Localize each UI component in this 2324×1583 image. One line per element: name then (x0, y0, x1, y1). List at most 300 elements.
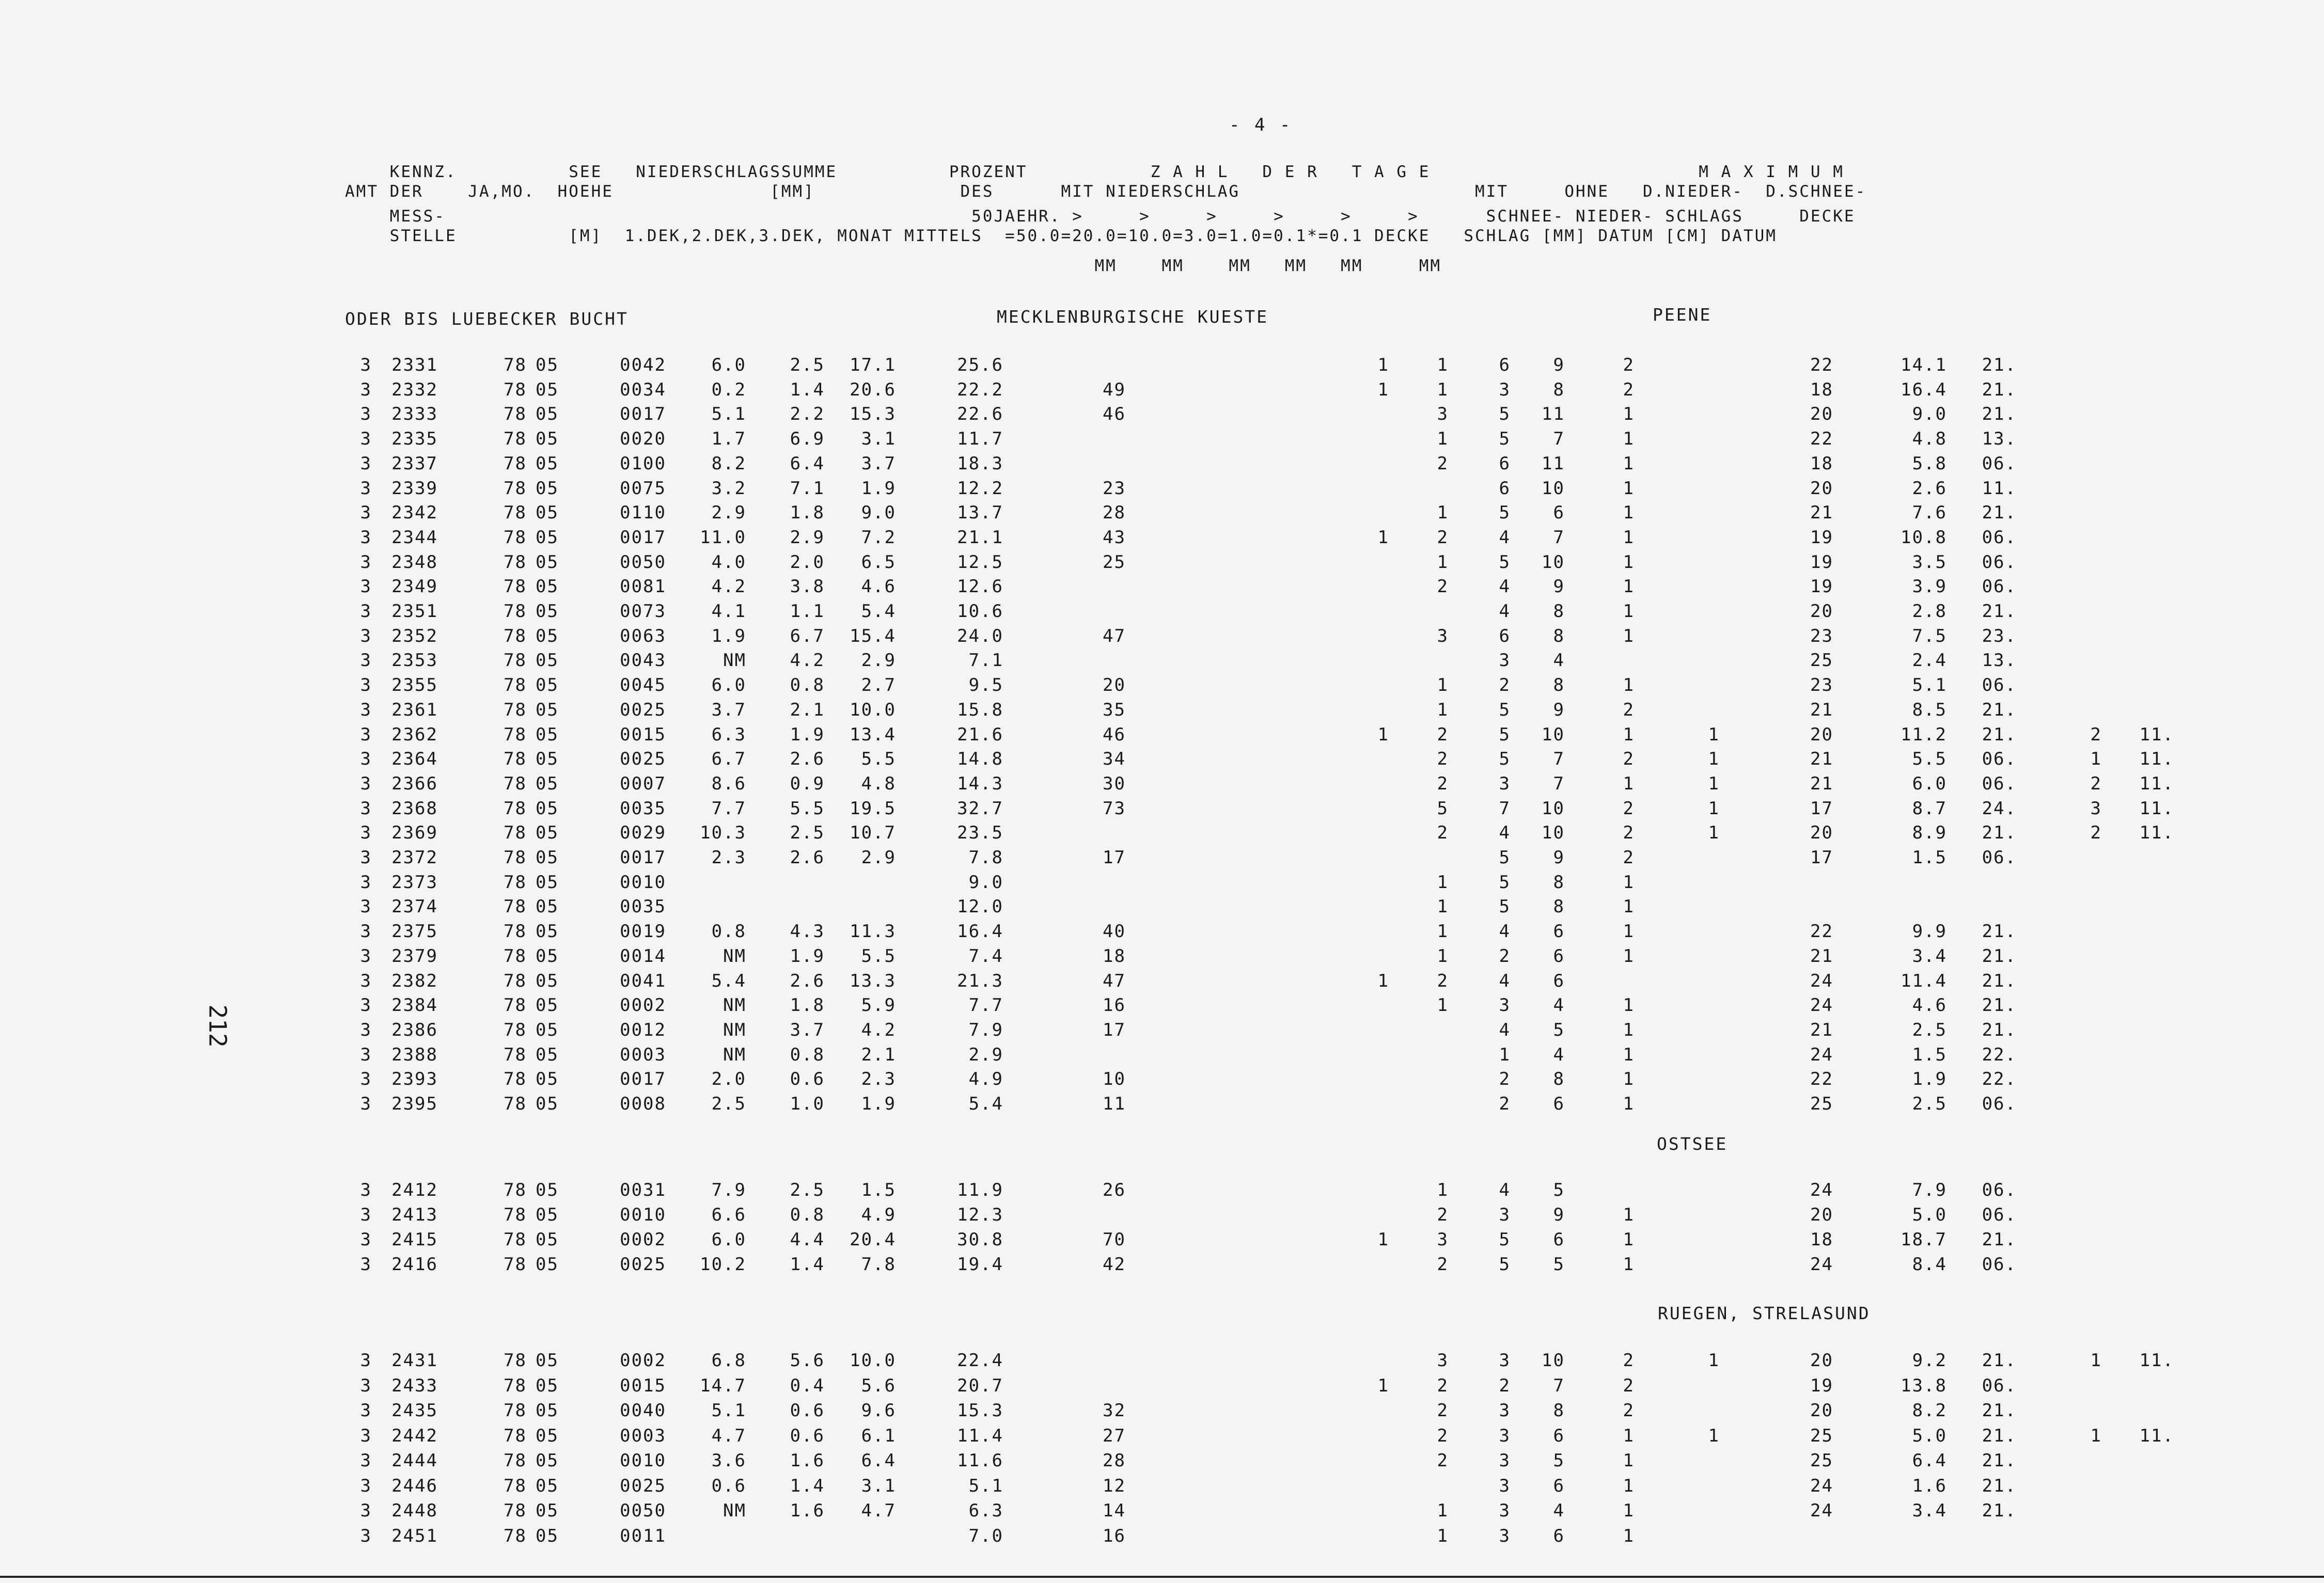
cell-max_datum: 06. (1982, 1375, 2017, 1396)
cell-max_datum: 21. (1982, 1475, 2017, 1496)
cell-stelle: 2442 (391, 1425, 438, 1446)
cell-mo: 05 (536, 576, 559, 597)
region-peene: PEENE (1653, 305, 1712, 325)
cell-g1: 1 (1623, 453, 1635, 474)
cell-dek3: 4.8 (861, 773, 896, 794)
table-row (0, 529, 2324, 549)
cell-dek1: NM (723, 995, 746, 1016)
cell-g10: 3 (1499, 379, 1511, 400)
cell-monat: 7.4 (968, 945, 1003, 967)
cell-monat: 2.9 (968, 1044, 1003, 1065)
cell-max_datum: 06. (1982, 551, 2017, 573)
cell-ohne: 24 (1810, 1475, 1833, 1496)
cell-prozent: 73 (1103, 798, 1126, 819)
cell-max_datum: 24. (1982, 798, 2017, 819)
cell-mo: 05 (536, 773, 559, 794)
cell-sd_cm: 1 (2090, 1425, 2102, 1446)
cell-g50: 1 (1377, 724, 1389, 745)
cell-mo: 05 (536, 379, 559, 400)
cell-max_mm: 18.7 (1901, 1229, 1947, 1250)
cell-g3: 8 (1553, 1069, 1565, 1090)
cell-ohne: 24 (1810, 970, 1833, 991)
cell-mo: 05 (536, 724, 559, 745)
cell-mo: 05 (536, 1229, 559, 1250)
cell-dek2: 1.9 (790, 724, 825, 745)
cell-ja: 78 (504, 724, 527, 745)
cell-mo: 05 (536, 551, 559, 573)
cell-ohne: 19 (1810, 551, 1833, 573)
cell-monat: 9.0 (968, 872, 1003, 893)
cell-prozent: 35 (1103, 699, 1126, 720)
cell-g10: 4 (1499, 527, 1511, 548)
cell-dek3: 6.4 (861, 1450, 896, 1471)
cell-g3: 5 (1553, 1254, 1565, 1275)
cell-amt: 3 (360, 822, 372, 844)
cell-g20: 1 (1437, 1500, 1449, 1521)
cell-dek2: 7.1 (790, 478, 825, 499)
cell-max_mm: 8.5 (1912, 699, 1947, 720)
cell-amt: 3 (360, 896, 372, 917)
cell-g20: 1 (1437, 429, 1449, 450)
cell-monat: 6.3 (968, 1500, 1003, 1521)
cell-max_datum: 21. (1982, 995, 2017, 1016)
cell-mo: 05 (536, 429, 559, 450)
cell-dek1: 4.2 (711, 576, 746, 597)
cell-dek2: 1.8 (790, 995, 825, 1016)
cell-stelle: 2412 (391, 1180, 438, 1200)
cell-dek2: 1.6 (790, 1450, 825, 1471)
cell-stelle: 2355 (391, 675, 438, 696)
cell-mo: 05 (536, 502, 559, 524)
cell-g1: 1 (1623, 1044, 1635, 1065)
cell-hoehe: 0025 (620, 1475, 666, 1496)
cell-max_mm: 1.6 (1912, 1475, 1947, 1496)
cell-amt: 3 (360, 625, 372, 646)
table-row (0, 1021, 2324, 1042)
cell-mo: 05 (536, 453, 559, 474)
cell-g3: 6 (1553, 1475, 1565, 1496)
cell-mo: 05 (536, 625, 559, 646)
cell-g10: 2 (1499, 1069, 1511, 1090)
cell-amt: 3 (360, 527, 372, 548)
cell-amt: 3 (360, 1254, 372, 1275)
cell-g3: 6 (1553, 970, 1565, 991)
table-row (0, 356, 2324, 377)
cell-hoehe: 0050 (620, 551, 666, 573)
cell-amt: 3 (360, 1450, 372, 1471)
table-row (0, 381, 2324, 402)
cell-dek3: 11.3 (850, 921, 896, 942)
cell-max_mm: 6.0 (1912, 773, 1947, 794)
cell-hoehe: 0025 (620, 749, 666, 770)
cell-dek2: 2.5 (790, 355, 825, 375)
cell-dek3: 4.2 (861, 1019, 896, 1040)
cell-dek2: 6.4 (790, 453, 825, 474)
cell-hoehe: 0017 (620, 847, 666, 868)
cell-stelle: 2349 (391, 576, 438, 597)
cell-max_mm: 9.2 (1912, 1350, 1947, 1371)
table-row (0, 578, 2324, 598)
header-line-3: MESS- 50JAEHR. > > > > > > SCHNEE- NIEDER- SCHLAGS DECKE (345, 207, 1856, 226)
cell-sd_datum: 11. (2139, 798, 2174, 819)
cell-ohne: 22 (1810, 355, 1833, 375)
cell-g20: 2 (1437, 1400, 1449, 1421)
cell-g01: 1 (1708, 822, 1720, 844)
cell-amt: 3 (360, 1069, 372, 1090)
cell-max_mm: 5.8 (1912, 453, 1947, 474)
cell-hoehe: 0007 (620, 773, 666, 794)
cell-ja: 78 (504, 527, 527, 548)
cell-hoehe: 0015 (620, 1375, 666, 1396)
cell-max_datum: 21. (1982, 921, 2017, 942)
cell-g3: 4 (1553, 995, 1565, 1016)
cell-dek3: 7.8 (861, 1254, 896, 1275)
cell-dek2: 2.1 (790, 699, 825, 720)
cell-monat: 12.2 (957, 478, 1003, 499)
cell-ohne: 20 (1810, 478, 1833, 499)
cell-mo: 05 (536, 847, 559, 868)
cell-dek3: 9.6 (861, 1400, 896, 1421)
cell-g20: 2 (1437, 773, 1449, 794)
cell-ohne: 21 (1810, 749, 1833, 770)
cell-ohne: 18 (1810, 1229, 1833, 1250)
cell-g1: 2 (1623, 847, 1635, 868)
cell-dek3: 1.9 (861, 1094, 896, 1114)
cell-g10: 2 (1499, 945, 1511, 967)
cell-g3: 6 (1553, 1229, 1565, 1250)
cell-ohne: 22 (1810, 921, 1833, 942)
cell-stelle: 2335 (391, 429, 438, 450)
cell-g3: 9 (1553, 1205, 1565, 1225)
cell-g1: 1 (1623, 1229, 1635, 1250)
cell-monat: 21.6 (957, 724, 1003, 745)
cell-g3: 7 (1553, 429, 1565, 450)
cell-sd_cm: 2 (2090, 724, 2102, 745)
cell-g3: 4 (1553, 650, 1565, 671)
table-row (0, 1377, 2324, 1398)
cell-mo: 05 (536, 355, 559, 375)
cell-g1: 2 (1623, 1375, 1635, 1396)
cell-stelle: 2361 (391, 699, 438, 720)
cell-g10: 3 (1499, 1350, 1511, 1371)
cell-ohne: 25 (1810, 1450, 1833, 1471)
cell-dek2: 4.4 (790, 1229, 825, 1250)
table-row (0, 603, 2324, 623)
cell-max_datum: 21. (1982, 379, 2017, 400)
cell-g10: 3 (1499, 1425, 1511, 1446)
cell-dek3: 15.4 (850, 625, 896, 646)
cell-hoehe: 0025 (620, 1254, 666, 1275)
cell-monat: 14.3 (957, 773, 1003, 794)
cell-g3: 7 (1553, 1375, 1565, 1396)
cell-ja: 78 (504, 551, 527, 573)
cell-stelle: 2413 (391, 1205, 438, 1225)
cell-stelle: 2332 (391, 379, 438, 400)
cell-g3: 10 (1542, 1350, 1565, 1371)
cell-g20: 1 (1437, 995, 1449, 1016)
cell-g10: 2 (1499, 1375, 1511, 1396)
cell-amt: 3 (360, 1400, 372, 1421)
cell-max_datum: 23. (1982, 625, 2017, 646)
cell-ja: 78 (504, 1375, 527, 1396)
cell-ja: 78 (504, 749, 527, 770)
cell-g50: 1 (1377, 1229, 1389, 1250)
cell-dek2: 2.6 (790, 970, 825, 991)
cell-ohne: 21 (1810, 773, 1833, 794)
cell-dek2: 0.8 (790, 1205, 825, 1225)
cell-g10: 3 (1499, 650, 1511, 671)
cell-g10: 5 (1499, 404, 1511, 425)
cell-prozent: 17 (1103, 847, 1126, 868)
cell-dek1: 2.3 (711, 847, 746, 868)
cell-g1: 1 (1623, 576, 1635, 597)
cell-g10: 4 (1499, 601, 1511, 622)
cell-dek3: 2.1 (861, 1044, 896, 1065)
cell-monat: 7.7 (968, 995, 1003, 1016)
cell-g20: 1 (1437, 945, 1449, 967)
cell-hoehe: 0017 (620, 1069, 666, 1090)
cell-g10: 5 (1499, 502, 1511, 524)
table-row (0, 430, 2324, 451)
cell-max_datum: 11. (1982, 478, 2017, 499)
cell-mo: 05 (536, 1044, 559, 1065)
header-line-1: KENNZ. SEE NIEDERSCHLAGSSUMME PROZENT Z A H L D E R T A G E M A X I M U M (345, 163, 1844, 181)
cell-dek1: 10.3 (700, 822, 746, 844)
cell-sd_datum: 11. (2139, 1350, 2174, 1371)
cell-dek1: 5.1 (711, 1400, 746, 1421)
cell-dek1: NM (723, 1044, 746, 1065)
cell-amt: 3 (360, 1525, 372, 1546)
cell-hoehe: 0002 (620, 1350, 666, 1371)
cell-prozent: 28 (1103, 502, 1126, 524)
cell-dek3: 1.5 (861, 1180, 896, 1200)
cell-monat: 11.4 (957, 1425, 1003, 1446)
cell-g10: 4 (1499, 921, 1511, 942)
cell-dek2: 1.0 (790, 1094, 825, 1114)
cell-dek1: 5.1 (711, 404, 746, 425)
cell-dek3: 2.9 (861, 650, 896, 671)
cell-g10: 2 (1499, 1094, 1511, 1114)
cell-prozent: 16 (1103, 995, 1126, 1016)
cell-monat: 7.1 (968, 650, 1003, 671)
cell-mo: 05 (536, 970, 559, 991)
cell-mo: 05 (536, 478, 559, 499)
cell-amt: 3 (360, 601, 372, 622)
cell-prozent: 18 (1103, 945, 1126, 967)
cell-hoehe: 0010 (620, 872, 666, 893)
cell-mo: 05 (536, 527, 559, 548)
cell-amt: 3 (360, 1475, 372, 1496)
cell-dek3: 1.9 (861, 478, 896, 499)
cell-dek3: 3.7 (861, 453, 896, 474)
table-row (0, 405, 2324, 426)
cell-g20: 1 (1437, 699, 1449, 720)
cell-amt: 3 (360, 1094, 372, 1114)
table-row (0, 1181, 2324, 1202)
cell-dek3: 13.3 (850, 970, 896, 991)
cell-amt: 3 (360, 576, 372, 597)
cell-dek1: 4.0 (711, 551, 746, 573)
cell-hoehe: 0010 (620, 1450, 666, 1471)
cell-mo: 05 (536, 699, 559, 720)
cell-g1: 1 (1623, 551, 1635, 573)
header-line-2: AMT DER JA,MO. HOEHE [MM] DES MIT NIEDERSCHLAG MIT OHNE D.NIEDER- D.SCHNEE- (345, 182, 1867, 201)
cell-g1: 1 (1623, 502, 1635, 524)
cell-g20: 2 (1437, 1425, 1449, 1446)
cell-ja: 78 (504, 699, 527, 720)
cell-g1: 1 (1623, 1500, 1635, 1521)
cell-amt: 3 (360, 355, 372, 375)
cell-g1: 1 (1623, 921, 1635, 942)
cell-hoehe: 0017 (620, 404, 666, 425)
cell-g20: 1 (1437, 896, 1449, 917)
cell-ja: 78 (504, 921, 527, 942)
cell-g10: 6 (1499, 355, 1511, 375)
cell-mo: 05 (536, 945, 559, 967)
table-row (0, 947, 2324, 968)
cell-max_datum: 21. (1982, 404, 2017, 425)
cell-g3: 8 (1553, 379, 1565, 400)
cell-max_datum: 21. (1982, 945, 2017, 967)
cell-g1: 2 (1623, 699, 1635, 720)
cell-dek2: 3.8 (790, 576, 825, 597)
cell-g3: 10 (1542, 822, 1565, 844)
cell-dek2: 1.4 (790, 1254, 825, 1275)
cell-ohne: 18 (1810, 453, 1833, 474)
cell-max_datum: 21. (1982, 822, 2017, 844)
cell-mo: 05 (536, 1350, 559, 1371)
cell-ohne: 24 (1810, 1500, 1833, 1521)
cell-g1: 1 (1623, 478, 1635, 499)
cell-hoehe: 0003 (620, 1425, 666, 1446)
cell-ja: 78 (504, 872, 527, 893)
cell-stelle: 2337 (391, 453, 438, 474)
cell-ohne: 23 (1810, 675, 1833, 696)
cell-monat: 12.5 (957, 551, 1003, 573)
cell-ja: 78 (504, 576, 527, 597)
cell-monat: 9.5 (968, 675, 1003, 696)
cell-sd_datum: 11. (2139, 724, 2174, 745)
cell-g10: 6 (1499, 625, 1511, 646)
cell-sd_datum: 11. (2139, 773, 2174, 794)
table-row (0, 726, 2324, 747)
cell-mo: 05 (536, 675, 559, 696)
cell-ja: 78 (504, 1019, 527, 1040)
cell-max_mm: 3.9 (1912, 576, 1947, 597)
cell-hoehe: 0003 (620, 1044, 666, 1065)
cell-monat: 19.4 (957, 1254, 1003, 1275)
cell-max_mm: 3.5 (1912, 551, 1947, 573)
cell-ohne: 21 (1810, 1019, 1833, 1040)
cell-dek1: 2.0 (711, 1069, 746, 1090)
header-line-4: STELLE [M] 1.DEK,2.DEK,3.DEK, MONAT MITTELS =50.0=20.0=10.0=3.0=1.0=0.1*=0.1 DECKE SCHLAG [MM] DATUM [CM] DATUM (345, 227, 1777, 245)
cell-monat: 12.6 (957, 576, 1003, 597)
cell-g1: 2 (1623, 1350, 1635, 1371)
cell-g1: 1 (1623, 724, 1635, 745)
cell-stelle: 2446 (391, 1475, 438, 1496)
cell-sd_cm: 2 (2090, 773, 2102, 794)
cell-prozent: 16 (1103, 1525, 1126, 1546)
header-line-5: MM MM MM MM MM MM (345, 257, 1442, 275)
cell-dek2: 2.2 (790, 404, 825, 425)
cell-dek2: 1.8 (790, 502, 825, 524)
cell-dek3: 5.6 (861, 1375, 896, 1396)
cell-dek2: 0.6 (790, 1069, 825, 1090)
cell-dek2: 0.8 (790, 1044, 825, 1065)
cell-hoehe: 0002 (620, 1229, 666, 1250)
cell-g1: 1 (1623, 1475, 1635, 1496)
cell-ja: 78 (504, 601, 527, 622)
cell-prozent: 47 (1103, 970, 1126, 991)
cell-stelle: 2431 (391, 1350, 438, 1371)
cell-g10: 4 (1499, 1019, 1511, 1040)
cell-max_datum: 06. (1982, 1180, 2017, 1200)
cell-dek1: 2.9 (711, 502, 746, 524)
page-number: - 4 - (1229, 115, 1293, 135)
table-row (0, 1070, 2324, 1091)
cell-g01: 1 (1708, 1425, 1720, 1446)
cell-g20: 2 (1437, 1205, 1449, 1225)
cell-dek1: 4.1 (711, 601, 746, 622)
cell-ja: 78 (504, 478, 527, 499)
cell-g10: 3 (1499, 995, 1511, 1016)
cell-max_mm: 6.4 (1912, 1450, 1947, 1471)
cell-ja: 78 (504, 379, 527, 400)
cell-amt: 3 (360, 1500, 372, 1521)
cell-g10: 5 (1499, 847, 1511, 868)
cell-dek3: 15.3 (850, 404, 896, 425)
cell-mo: 05 (536, 601, 559, 622)
cell-dek3: 4.9 (861, 1205, 896, 1225)
cell-g10: 5 (1499, 429, 1511, 450)
cell-sd_cm: 3 (2090, 798, 2102, 819)
cell-dek2: 2.9 (790, 527, 825, 548)
cell-ohne: 18 (1810, 379, 1833, 400)
cell-mo: 05 (536, 1375, 559, 1396)
cell-max_mm: 2.5 (1912, 1019, 1947, 1040)
cell-amt: 3 (360, 675, 372, 696)
cell-monat: 7.8 (968, 847, 1003, 868)
table-row (0, 455, 2324, 476)
cell-g10: 4 (1499, 1180, 1511, 1200)
cell-max_datum: 06. (1982, 675, 2017, 696)
cell-g3: 8 (1553, 1400, 1565, 1421)
cell-g20: 3 (1437, 1350, 1449, 1371)
cell-dek2: 2.6 (790, 749, 825, 770)
cell-stelle: 2351 (391, 601, 438, 622)
cell-g10: 5 (1499, 699, 1511, 720)
cell-ohne: 21 (1810, 945, 1833, 967)
cell-amt: 3 (360, 798, 372, 819)
cell-g1: 1 (1623, 1094, 1635, 1114)
cell-g10: 4 (1499, 576, 1511, 597)
cell-dek2: 1.1 (790, 601, 825, 622)
cell-dek2: 4.2 (790, 650, 825, 671)
cell-dek2: 2.0 (790, 551, 825, 573)
cell-max_mm: 7.9 (1912, 1180, 1947, 1200)
cell-dek1: 4.7 (711, 1425, 746, 1446)
cell-stelle: 2415 (391, 1229, 438, 1250)
cell-g1: 2 (1623, 355, 1635, 375)
cell-dek3: 2.3 (861, 1069, 896, 1090)
table-row (0, 1352, 2324, 1372)
cell-sd_datum: 11. (2139, 749, 2174, 770)
table-row (0, 1046, 2324, 1067)
cell-hoehe: 0040 (620, 1400, 666, 1421)
cell-g3: 4 (1553, 1044, 1565, 1065)
cell-prozent: 70 (1103, 1229, 1126, 1250)
table-row (0, 775, 2324, 796)
